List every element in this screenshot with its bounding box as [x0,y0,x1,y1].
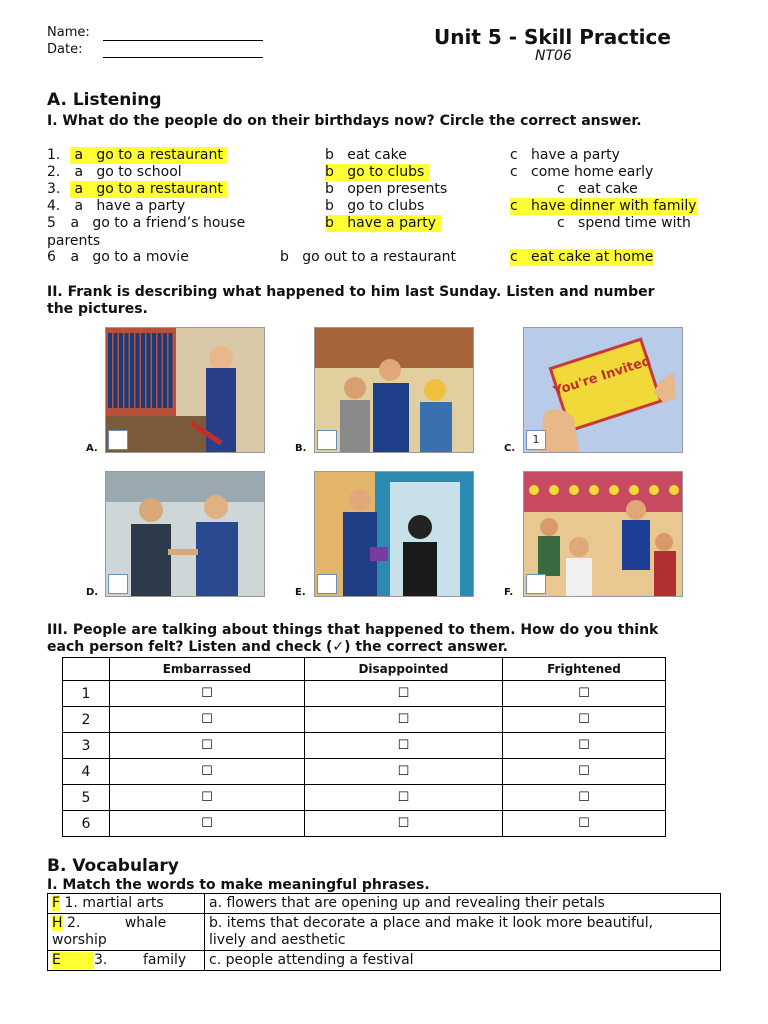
answer-checkbox[interactable]: ☐ [502,811,665,837]
match-left-text: 2. whale [66,915,167,931]
match-right-cell [205,951,721,971]
option-a[interactable]: a go to a movie [66,249,194,265]
match-right-text: a. flowers that are opening up and revealing their petals [209,895,605,911]
column-header: Frightened [502,658,665,681]
picture-e [314,471,474,597]
table-row [63,681,666,707]
date-field[interactable] [103,45,263,62]
answer-checkbox[interactable]: ☐ [502,681,665,707]
picture-c [523,327,683,453]
question-number: 6 [47,249,56,265]
picture-label: F. [504,587,514,598]
option-c[interactable]: c spend time with [557,215,691,231]
answer-checkbox[interactable]: ☐ [304,785,502,811]
invitation-sign-text: You're Invited [551,353,653,400]
name-field[interactable] [103,28,263,45]
option-c[interactable]: c have a party [510,147,620,163]
part1-question: I. What do the people do on their birthdays now? Circle the correct answer. [47,113,642,129]
match-right-text: b. items that decorate a place and make it look more beautiful, [209,915,654,931]
table-row [63,707,666,733]
match-right-cell [205,894,721,914]
option-b[interactable]: b go out to a restaurant [280,249,461,265]
match-left-text: worship [52,932,107,948]
option-b[interactable]: b open presents [325,181,452,197]
option-c[interactable]: c come home early [510,164,654,180]
question-number: 1. [47,147,61,163]
answer-checkbox[interactable]: ☐ [502,785,665,811]
match-left-cell[interactable] [48,951,205,971]
option-c[interactable]: c have dinner with family [510,198,697,214]
match-left-cell[interactable] [48,894,205,914]
page-subtitle: NT06 [535,48,572,64]
name-label: Name: [47,25,90,40]
answer-checkbox[interactable]: ☐ [502,707,665,733]
table-row [48,951,721,971]
picture-number-box[interactable] [108,430,128,450]
answer-checkbox[interactable]: ☐ [304,811,502,837]
picture-f [523,471,683,597]
picture-illustration [524,472,682,596]
option-a[interactable]: a go to a friend’s house [66,215,250,231]
picture-number-box[interactable] [317,574,337,594]
match-answer: E [52,952,94,969]
answer-checkbox[interactable]: ☐ [110,733,305,759]
row-number: 2 [63,707,110,733]
picture-label: C. [504,443,516,454]
match-left-text: 3. family [94,952,187,968]
picture-number-box[interactable] [108,574,128,594]
picture-number-box[interactable]: 1 [526,430,546,450]
option-b[interactable]: b eat cake [325,147,412,163]
section-a-heading: A. Listening [47,90,162,110]
row-number: 1 [63,681,110,707]
answer-checkbox[interactable]: ☐ [502,733,665,759]
question-number: 5 [47,215,56,231]
answer-checkbox[interactable]: ☐ [110,759,305,785]
part1-wrap-text: parents [47,233,101,249]
match-right-text: c. people attending a festival [209,952,414,968]
question-number: 4. [47,198,61,214]
picture-illustration [524,328,682,452]
picture-label: A. [86,443,98,454]
match-right-text: lively and aesthetic [209,932,346,948]
answer-checkbox[interactable]: ☐ [304,707,502,733]
option-a[interactable]: a go to a restaurant [70,181,228,197]
column-header: Embarrassed [110,658,305,681]
part3-question: III. People are talking about things that happened to them. How do you think each person felt? Listen and check (✓) the correct answer. [47,622,659,655]
answer-checkbox[interactable]: ☐ [304,681,502,707]
option-a[interactable]: a go to a restaurant [70,147,228,163]
table-row [48,894,721,914]
picture-number-box[interactable] [317,430,337,450]
answer-checkbox[interactable]: ☐ [304,733,502,759]
answer-checkbox[interactable]: ☐ [110,707,305,733]
table-corner-cell [63,658,110,681]
vocab-question: I. Match the words to make meaningful phrases. [47,877,430,893]
option-c[interactable]: c eat cake [557,181,638,197]
feelings-table [62,657,666,837]
answer-checkbox[interactable]: ☐ [110,785,305,811]
picture-number-box[interactable] [526,574,546,594]
row-number: 4 [63,759,110,785]
table-row [48,914,721,951]
match-left-text: 1. martial arts [64,895,164,911]
table-row [63,811,666,837]
matching-table [47,893,721,971]
part2-question: II. Frank is describing what happened to him last Sunday. Listen and number the pictures. [47,284,655,317]
table-row [63,733,666,759]
option-b[interactable]: b have a party [325,215,441,231]
row-number: 5 [63,785,110,811]
picture-illustration [315,472,473,596]
table-row [63,759,666,785]
option-b[interactable]: b go to clubs [325,164,429,180]
section-b-heading: B. Vocabulary [47,856,179,876]
answer-checkbox[interactable]: ☐ [502,759,665,785]
picture-illustration [315,328,473,452]
picture-label: B. [295,443,307,454]
option-c[interactable]: c eat cake at home [510,249,654,265]
answer-checkbox[interactable]: ☐ [304,759,502,785]
picture-d [105,471,265,597]
table-row [63,785,666,811]
picture-illustration [106,472,264,596]
match-answer: H [52,915,63,931]
option-a[interactable]: a go to school [70,164,187,180]
picture-illustration [106,328,264,452]
answer-checkbox[interactable]: ☐ [110,681,305,707]
date-label: Date: [47,42,83,57]
picture-b [314,327,474,453]
row-number: 6 [63,811,110,837]
option-a[interactable]: a have a party [70,198,190,214]
answer-checkbox[interactable]: ☐ [110,811,305,837]
match-left-cell[interactable] [48,914,205,951]
column-header: Disappointed [304,658,502,681]
page-title: Unit 5 - Skill Practice [434,25,671,49]
match-right-cell [205,914,721,951]
picture-label: D. [86,587,99,598]
option-b[interactable]: b go to clubs [325,198,429,214]
question-number: 3. [47,181,61,197]
picture-label: E. [295,587,306,598]
row-number: 3 [63,733,110,759]
match-answer: F [52,895,61,911]
question-number: 2. [47,164,61,180]
picture-a [105,327,265,453]
